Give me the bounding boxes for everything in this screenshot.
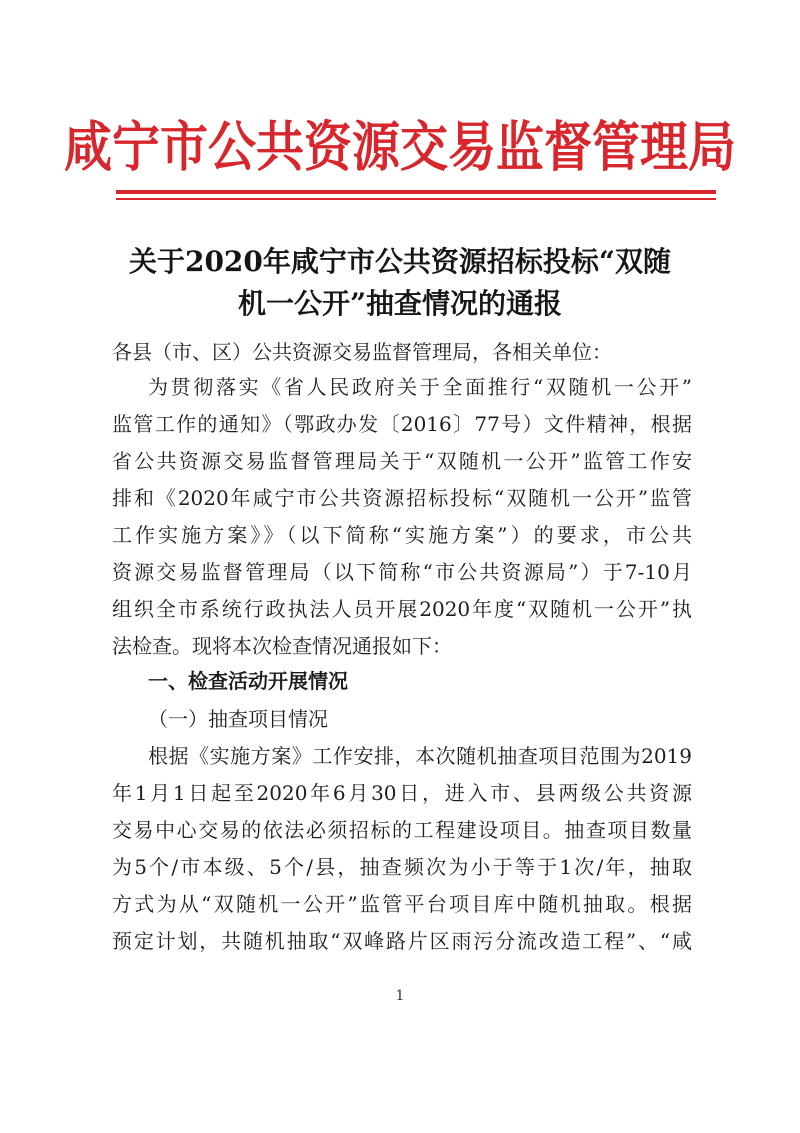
- header-rule-thick: [116, 190, 716, 194]
- paragraph-line: 年1月1日起至2020年6月30日，进入市、县两级公共资源: [112, 781, 692, 805]
- page-number: 1: [395, 988, 405, 1004]
- header-rule-thin: [116, 198, 716, 200]
- paragraph-line: 监管工作的通知》（鄂政办发〔2016〕77号）文件精神，根据: [112, 412, 692, 436]
- org-header: 咸宁市公共资源交易监督管理局: [63, 116, 736, 179]
- paragraph-line: 工作实施方案》》（以下简称“实施方案”）的要求，市公共: [112, 523, 692, 547]
- section-heading: 一、检查活动开展情况: [148, 669, 348, 693]
- paragraph-line: 组织全市系统行政执法人员开展2020年度“双随机一公开”执: [112, 597, 692, 621]
- salutation: 各县（市、区）公共资源交易监督管理局，各相关单位：: [112, 340, 612, 364]
- paragraph-line: 方式为从“双随机一公开”监管平台项目库中随机抽取。根据: [112, 892, 692, 916]
- paragraph-line: 根据《实施方案》工作安排，本次随机抽查项目范围为2019: [148, 744, 692, 768]
- paragraph-line: 预定计划，共随机抽取“双峰路片区雨污分流改造工程”、“咸: [112, 929, 692, 953]
- paragraph-line: 排和《2020年咸宁市公共资源招标投标“双随机一公开”监管: [112, 486, 692, 510]
- paragraph-line: 法检查。现将本次检查情况通报如下：: [112, 634, 452, 658]
- subsection-heading: （一）抽查项目情况: [148, 707, 328, 731]
- document-title-line-1: 关于2020年咸宁市公共资源招标投标“双随: [128, 245, 672, 278]
- paragraph-line: 为贯彻落实《省人民政府关于全面推行“双随机一公开”: [148, 375, 692, 399]
- paragraph-line: 资源交易监督管理局（以下简称“市公共资源局”）于7-10月: [112, 560, 692, 584]
- paragraph-line: 交易中心交易的依法必须招标的工程建设项目。抽查项目数量: [112, 818, 692, 842]
- paragraph-line: 为5个/市本级、5个/县，抽查频次为小于等于1次/年，抽取: [112, 855, 692, 879]
- document-title-line-2: 机一公开”抽查情况的通报: [237, 287, 563, 320]
- paragraph-line: 省公共资源交易监督管理局关于“双随机一公开”监管工作安: [112, 449, 692, 473]
